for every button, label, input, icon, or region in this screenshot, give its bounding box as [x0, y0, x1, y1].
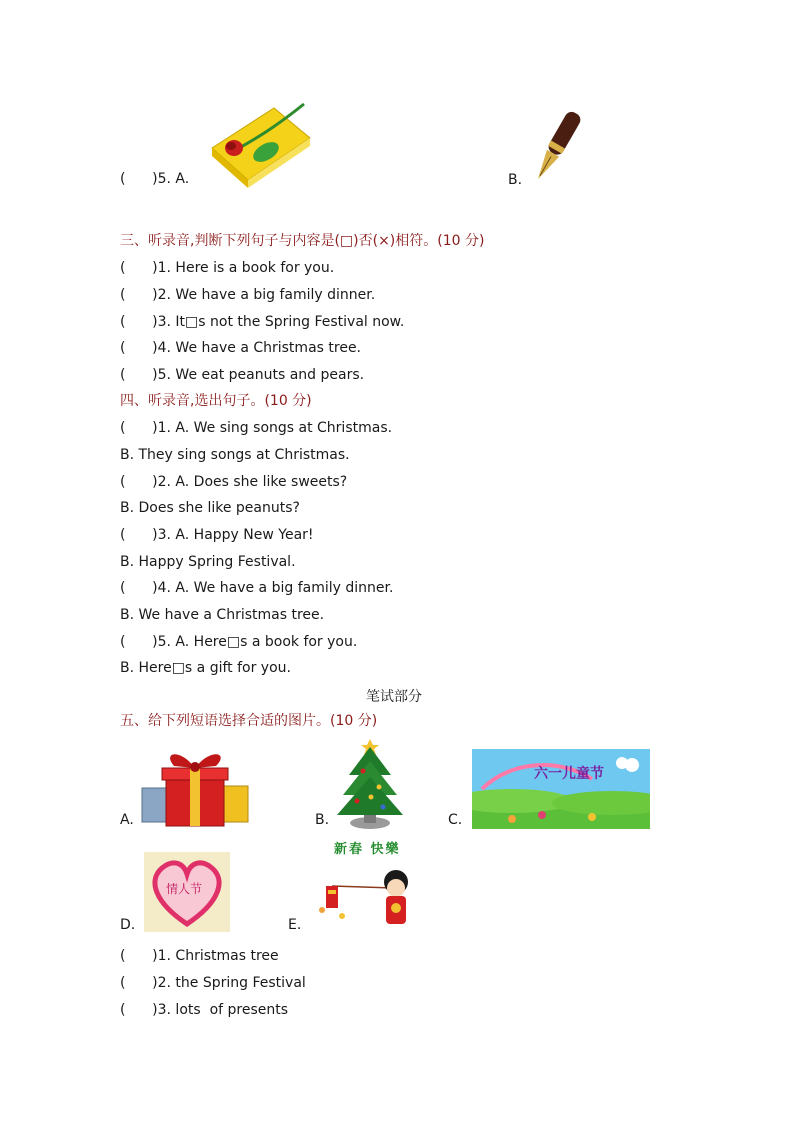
christmas-tree-picture — [333, 735, 407, 831]
picture-label-c: C. — [448, 812, 463, 828]
section-4-item: ( )1. A. We sing songs at Christmas. — [120, 420, 393, 436]
section-5-heading: 五、给下列短语选择合适的图片。(10 分) — [120, 713, 378, 729]
section-3-item: ( )2. We have a big family dinner. — [120, 287, 376, 303]
spring-festival-girl-picture — [312, 836, 416, 932]
section-3-heading: 三、听录音,判断下列句子与内容是(□)否(×)相符。(10 分) — [120, 233, 485, 249]
heart-text: 情人节 — [166, 882, 203, 896]
section-5-item: ( )3. lots of presents — [120, 1002, 289, 1018]
section-4-item: B. We have a Christmas tree. — [120, 607, 325, 623]
written-part-title: 笔试部分 — [366, 689, 422, 705]
section-3-item: ( )3. It□s not the Spring Festival now. — [120, 314, 405, 330]
section-4-item: B. Happy Spring Festival. — [120, 554, 296, 570]
section-3-item: ( )1. Here is a book for you. — [120, 260, 335, 276]
picture-label-a: A. — [120, 812, 134, 828]
book-with-rose-picture — [204, 100, 314, 190]
gift-boxes-picture — [140, 746, 250, 828]
picture-label-e: E. — [288, 917, 302, 933]
section-4-item: ( )2. A. Does she like sweets? — [120, 474, 348, 490]
q5-option-b-label: B. — [508, 172, 523, 188]
q5-row-label: ( )5. A. — [120, 171, 190, 187]
section-4-item: B. Here□s a gift for you. — [120, 660, 291, 676]
banner-text: 六一儿童节 — [534, 766, 604, 782]
section-3-item: ( )5. We eat peanuts and pears. — [120, 367, 365, 383]
section-5-item: ( )1. Christmas tree — [120, 948, 279, 964]
section-4-item: B. Does she like peanuts? — [120, 500, 300, 516]
section-3-item: ( )4. We have a Christmas tree. — [120, 340, 362, 356]
fountain-pen-picture — [528, 108, 584, 188]
section-4-item: ( )5. A. Here□s a book for you. — [120, 634, 358, 650]
picture-label-d: D. — [120, 917, 136, 933]
section-5-item: ( )2. the Spring Festival — [120, 975, 306, 991]
section-4-heading: 四、听录音,选出句子。(10 分) — [120, 393, 312, 409]
valentine-heart-picture — [144, 852, 230, 932]
section-4-item: B. They sing songs at Christmas. — [120, 447, 350, 463]
section-4-item: ( )3. A. Happy New Year! — [120, 527, 314, 543]
section-4-item: ( )4. A. We have a big family dinner. — [120, 580, 394, 596]
picture-label-b: B. — [315, 812, 330, 828]
spring-festival-text: 新春 快樂 — [334, 842, 401, 857]
childrens-day-banner-picture — [472, 749, 650, 829]
